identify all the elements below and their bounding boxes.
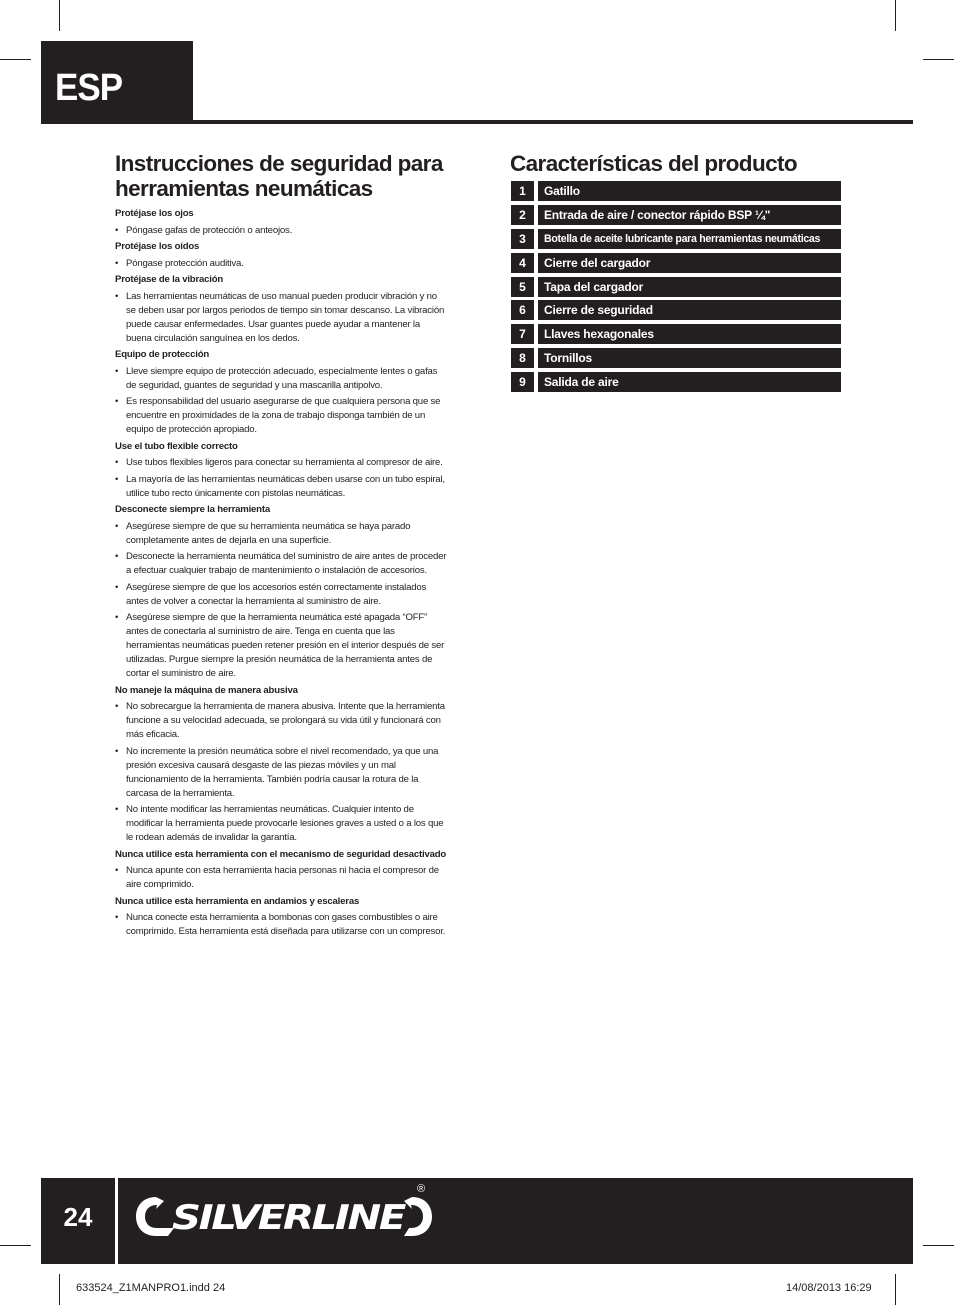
safety-bullet xyxy=(115,700,447,742)
bullet-icon: • xyxy=(115,551,119,562)
bullet-icon: • xyxy=(115,224,119,236)
registered-mark: ® xyxy=(417,1183,426,1195)
safety-section xyxy=(115,503,447,681)
safety-bullet-text: Lleve siempre equipo de protección adecuado, especialmente lentes o gafas de seguridad, guantes de seguridad y una mascarilla antipolvo. xyxy=(126,365,438,391)
safety-bullet xyxy=(115,581,447,609)
feature-row xyxy=(511,181,841,201)
silverline-logo xyxy=(134,1189,434,1244)
safety-subheading: Use el tubo flexible correcto xyxy=(115,440,238,452)
safety-subheading: Protéjase los oídos xyxy=(115,241,200,252)
safety-subheading: Equipo de protección xyxy=(115,349,210,360)
bullet-icon: • xyxy=(115,290,119,302)
safety-section xyxy=(115,895,447,940)
bullet-icon: • xyxy=(115,701,119,712)
bullet-icon: • xyxy=(115,804,119,815)
safety-bullet xyxy=(115,611,447,681)
safety-bullet xyxy=(115,257,447,271)
safety-bullet-text: Use tubos flexibles ligeros para conectar su herramienta al compresor de aire. xyxy=(126,457,443,468)
feature-name: Entrada de aire / conector rápido BSP ¼" xyxy=(538,205,841,225)
crop-mark xyxy=(895,1274,896,1305)
bullet-icon: • xyxy=(115,581,119,593)
safety-subheading: Nunca utilice esta herramienta con el mecanismo de seguridad desactivado xyxy=(115,848,447,860)
bullet-icon: • xyxy=(115,912,119,923)
feature-name: Tornillos xyxy=(538,348,841,368)
safety-bullet-text: Las herramientas neumáticas de uso manual pueden producir vibración y no se deben usar por largos periodos de tiempo sin tomar descanso. La vibración puede causar enfermedades. Usar guantes puede ayudar a mantener la buena circulación sanguínea en los dedos. xyxy=(126,290,445,344)
safety-bullet-text: Nunca conecte esta herramienta a bombonas con gases combustibles o aire comprimido. Esta herramienta está diseñada para utilizarse con un compresor. xyxy=(126,912,446,937)
feature-name: Tapa del cargador xyxy=(538,277,841,297)
language-tab xyxy=(41,41,193,124)
crop-mark xyxy=(59,1274,60,1305)
feature-row xyxy=(511,253,841,273)
safety-bullet-text: No sobrecargue la herramienta de manera abusiva. Intente que la herramienta funcione a su velocidad adecuada, se prolongará su vida útil y funcionará con más eficacia. xyxy=(126,701,445,740)
print-slug-timestamp: 14/08/2013 16:29 xyxy=(786,1282,872,1294)
feature-name: Botella de aceite lubricante para herramientas neumáticas xyxy=(538,229,841,249)
safety-bullet xyxy=(115,290,447,346)
feature-row xyxy=(511,348,841,368)
header-rule xyxy=(41,120,913,124)
feature-name: Salida de aire xyxy=(538,372,841,392)
print-slug-file: 633524_Z1MANPRO1.indd 24 xyxy=(76,1282,226,1294)
crop-mark xyxy=(0,59,31,60)
safety-bullet xyxy=(115,550,447,578)
safety-section xyxy=(115,848,447,893)
bullet-icon: • xyxy=(115,457,119,468)
safety-bullet-text: Nunca apunte con esta herramienta hacia personas ni hacia el compresor de aire comprimido. xyxy=(126,865,439,890)
safety-subheading: No maneje la máquina de manera abusiva xyxy=(115,684,298,696)
bullet-icon: • xyxy=(115,257,119,269)
bullet-icon: • xyxy=(115,520,119,532)
crop-mark xyxy=(895,0,896,31)
safety-subheading: Nunca utilice esta herramienta en andamios y escaleras xyxy=(115,895,360,907)
safety-section xyxy=(115,684,447,846)
feature-row xyxy=(511,300,841,320)
safety-bullet-text: Póngase gafas de protección o anteojos. xyxy=(126,224,293,236)
safety-bullet xyxy=(115,224,447,238)
language-label: ESP xyxy=(55,67,123,109)
safety-bullet xyxy=(115,395,447,437)
safety-subheading: Desconecte siempre la herramienta xyxy=(115,504,270,515)
feature-row xyxy=(511,205,841,225)
safety-bullet-text: La mayoría de las herramientas neumáticas deben usarse con un tubo espiral, utilice tubo recto únicamente con pistolas neumáticas. xyxy=(126,473,445,499)
safety-section xyxy=(115,348,447,437)
safety-subheading: Protéjase de la vibración xyxy=(115,274,224,285)
safety-bullet xyxy=(115,473,447,501)
feature-number: 4 xyxy=(511,253,534,273)
feature-name: Cierre del cargador xyxy=(538,253,841,273)
crop-mark xyxy=(923,1245,954,1246)
safety-bullet-text: No incremente la presión neumática sobre el nivel recomendado, ya que una presión excesiva causará desgaste de las piezas móviles y un mal funcionamiento de la herramienta. También podría causar la rotura de la carcasa de la herramienta. xyxy=(126,745,439,799)
feature-number: 1 xyxy=(511,181,534,201)
crop-mark xyxy=(59,0,60,31)
features-title: Características del producto xyxy=(510,151,798,176)
feature-row xyxy=(511,324,841,344)
safety-bullet xyxy=(115,456,447,470)
feature-number: 3 xyxy=(511,229,534,249)
feature-row xyxy=(511,229,841,249)
logo-wordmark: SILVERLINE xyxy=(172,1198,407,1238)
safety-section xyxy=(115,440,447,501)
bullet-icon: • xyxy=(115,745,119,757)
footer-bar xyxy=(41,1178,913,1264)
safety-section xyxy=(115,207,447,238)
feature-name: Cierre de seguridad xyxy=(538,300,841,320)
feature-number: 2 xyxy=(511,205,534,225)
bullet-icon: • xyxy=(115,473,119,485)
safety-bullet-text: Póngase protección auditiva. xyxy=(126,257,244,269)
safety-bullet xyxy=(115,911,447,939)
feature-row xyxy=(511,372,841,392)
bullet-icon: • xyxy=(115,612,119,623)
crop-mark xyxy=(0,1245,31,1246)
feature-row xyxy=(511,277,841,297)
feature-number: 5 xyxy=(511,277,534,297)
feature-name: Gatillo xyxy=(538,181,841,201)
footer-divider xyxy=(115,1178,118,1264)
feature-number: 8 xyxy=(511,348,534,368)
bullet-icon: • xyxy=(115,865,119,876)
feature-number: 7 xyxy=(511,324,534,344)
bullet-icon: • xyxy=(115,365,119,377)
safety-section xyxy=(115,273,447,346)
features-list xyxy=(511,181,841,396)
crop-mark xyxy=(923,59,954,60)
safety-bullet-text: Asegúrese siempre de que los accesorios estén correctamente instalados antes de volver a conectar la herramienta al suministro de aire. xyxy=(126,581,427,607)
safety-bullet xyxy=(115,864,447,892)
safety-bullet xyxy=(115,745,447,801)
safety-subheading: Protéjase los ojos xyxy=(115,208,194,219)
safety-title: Instrucciones de seguridad para herramientas neumáticas xyxy=(115,151,443,201)
safety-bullet xyxy=(115,365,447,393)
feature-number: 6 xyxy=(511,300,534,320)
page-number: 24 xyxy=(63,1202,93,1232)
safety-bullet-text: Asegúrese siempre de que la herramienta neumática esté apagada “OFF” antes de conectarla al suministro de aire. Tenga en cuenta que las herramientas neumáticas pueden retener presión en el interior después de ser utilizadas. Purgue siempre la presión neumática de la herramienta antes de cortar el suministro de aire. xyxy=(126,612,445,679)
safety-bullet-text: Asegúrese siempre de que su herramienta neumática se haya parado completamente antes de dejarla en una superficie. xyxy=(126,520,411,546)
safety-bullet-text: No intente modificar las herramientas neumáticas. Cualquier intento de modificar la herramienta puede provocarle lesiones graves a usted o a los que le rodean además de invalidar la garantía. xyxy=(126,804,444,843)
safety-bullet-text: Es responsabilidad del usuario asegurarse de que cualquiera persona que se encuentre en proximidades de la zona de trabajo disponga también de un equipo de protección apropiado. xyxy=(126,396,441,435)
feature-number: 9 xyxy=(511,372,534,392)
feature-name: Llaves hexagonales xyxy=(538,324,841,344)
safety-content xyxy=(115,207,447,942)
safety-bullet xyxy=(115,520,447,548)
bullet-icon: • xyxy=(115,396,119,407)
safety-section xyxy=(115,240,447,271)
safety-bullet xyxy=(115,803,447,845)
safety-bullet-text: Desconecte la herramienta neumática del suministro de aire antes de proceder a efectuar cualquier trabajo de mantenimiento o instalación de accesorios. xyxy=(126,551,447,576)
